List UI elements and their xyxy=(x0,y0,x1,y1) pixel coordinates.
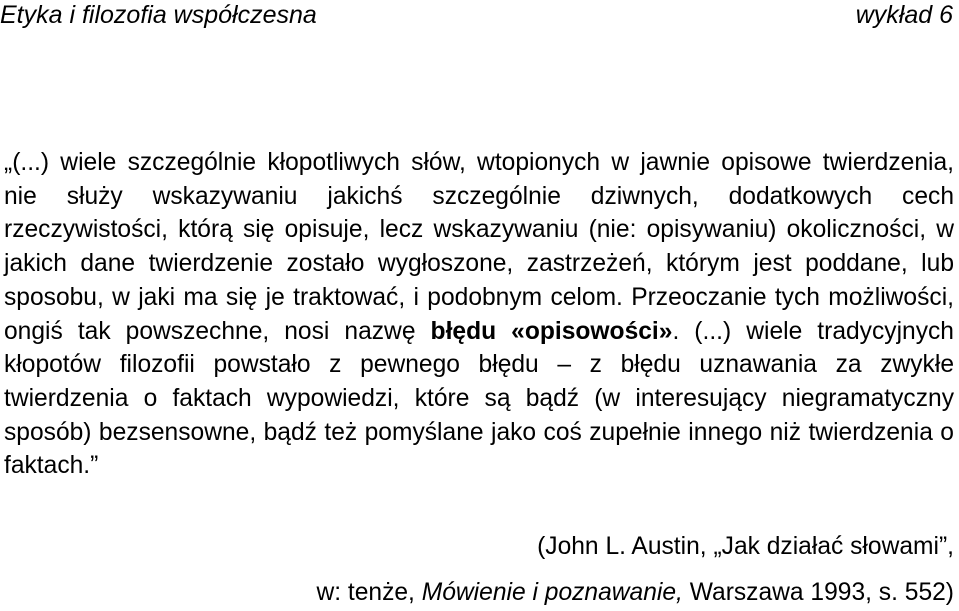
citation-place-year-page: Warszawa 1993, s. 552) xyxy=(689,579,954,606)
quote-paragraph xyxy=(4,146,954,483)
citation-author-line: (John L. Austin, „Jak działać słowami”, xyxy=(537,533,954,560)
course-title: Etyka i filozofia współczesna xyxy=(0,1,317,29)
lecture-number: wykład 6 xyxy=(855,1,953,29)
citation-source-line xyxy=(316,578,954,608)
citation-book-title: Mówienie i poznawanie, xyxy=(421,579,683,606)
quote-text-part1: „(...) wiele szczególnie kłopotliwych słów, wtopionych w jawnie opisowe twierdzenia, nie służy wskazywaniu jakichś szczególnie dziwnych, dodatkowych cech rzeczywistości, którą się opisuje, lecz wskazywaniu (nie: opisywaniu) okoliczności, w jakich dane twierdzenie zostało wygłoszone, zastrzeżeń, którym jest poddane, lub sposobu, w jaki ma się je traktować, i podobnym celom. Przeoczanie tych możliwości, ongiś tak powszechne, nosi nazwę xyxy=(4,149,954,345)
quote-text-part2: . (...) wiele tradycyjnych kłopotów filozofii powstało z pewnego błędu – z błędu uznawania za zwykłe twierdzenia o faktach wypowiedzi, które są bądź (w interesujący niegramatyczny sposób) bezsensowne, bądź też pomyślane jako coś zupełnie innego niż twierdzenia o faktach.” xyxy=(4,317,954,480)
page-header xyxy=(0,0,953,34)
quote-emphasis: błędu «opisowości» xyxy=(430,317,673,345)
citation-prefix: w: tenże, xyxy=(316,579,415,606)
